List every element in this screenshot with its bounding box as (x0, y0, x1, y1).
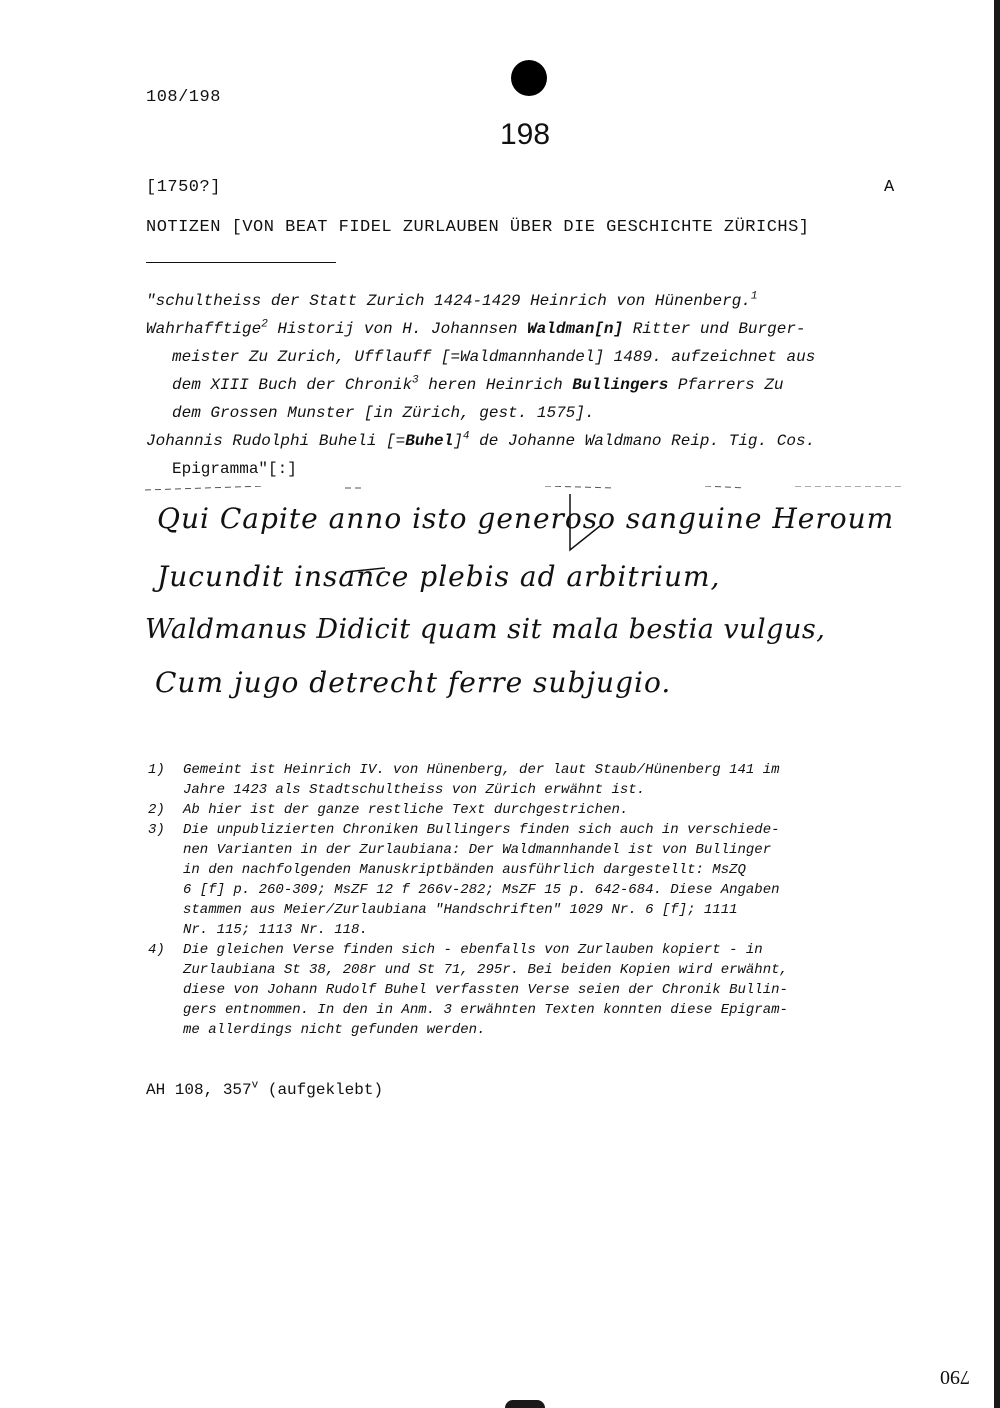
handwriting-line-2: Jucundit insance plebis ad arbitrium, (157, 560, 721, 593)
footnote-line: diese von Johann Rudolf Buhel verfassten Verse seien der Chronik Bullin- (183, 982, 788, 998)
scan-bottom-mark (505, 1400, 545, 1408)
text-line-7: Epigramma"[:] (172, 460, 297, 478)
document-title: NOTIZEN [VON BEAT FIDEL ZURLAUBEN ÜBER DIE GESCHICHTE ZÜRICHS] (146, 218, 810, 237)
page-number: 198 (500, 118, 551, 151)
footnote-line: me allerdings nicht gefunden werden. (183, 1022, 486, 1038)
footnote-line: gers entnommen. In den in Anm. 3 erwähnten Texten konnten diese Epigram- (183, 1002, 788, 1018)
footnote-line: 6 [f] p. 260-309; MsZF 12 f 266v-282; MsZF 15 p. 642-684. Diese Angaben (183, 882, 780, 898)
footnote-line: Nr. 115; 1113 Nr. 118. (183, 922, 368, 938)
text-line-2: Wahrhafftige$^2$ Historij von H. Johannsen Waldman[n] Ritter und Burger- (146, 318, 806, 338)
document-date: [1750?] (146, 178, 221, 197)
document-letter: A (884, 178, 895, 197)
footnote-line: Jahre 1423 als Stadtschultheiss von Zürich erwähnt ist. (183, 782, 646, 798)
handwriting-line-4: Cum jugo detrecht ferre subjugio. (155, 666, 672, 699)
footnote-number: 2) (148, 802, 165, 818)
text-line-3: meister Zu Zurich, Ufflauff [=Waldmannhandel] 1489. aufzeichnet aus (172, 348, 816, 366)
footnote-line: stammen aus Meier/Zurlaubiana "Handschriften" 1029 Nr. 6 [f]; 1111 (183, 902, 738, 918)
text-line-5: dem Grossen Munster [in Zürich, gest. 1575]. (172, 404, 595, 422)
footnote-line: nen Varianten in der Zurlaubiana: Der Waldmannhandel ist von Bullinger (183, 842, 772, 858)
text-line-1: "schultheiss der Statt Zurich 1424-1429 Heinrich von Hünenberg.$^1$ (146, 290, 758, 310)
footnote-line: Die gleichen Verse finden sich - ebenfalls von Zurlauben kopiert - in (183, 942, 763, 958)
punch-hole (511, 60, 547, 96)
footnote-line: Gemeint ist Heinrich IV. von Hünenberg, der laut Staub/Hünenberg 141 im (183, 762, 780, 778)
footnote-number: 3) (148, 822, 165, 838)
reference-number: 108/198 (146, 88, 221, 107)
source-reference: AH 108, 357$^v$ (aufgeklebt) (146, 1079, 384, 1099)
handwriting-line-1: Qui Capite anno isto generoso sanguine Heroum (157, 502, 895, 535)
footnote-number: 4) (148, 942, 165, 958)
scan-border (994, 0, 1000, 1408)
footnote-line: in den nachfolgenden Manuskriptbänden ausführlich dargestellt: MsZQ (183, 862, 746, 878)
footnote-line: Zurlaubiana St 38, 208r und St 71, 295r. Bei beiden Kopien wird erwähnt, (183, 962, 788, 978)
handwritten-epigram (145, 486, 905, 716)
corner-mark: 790 (940, 1366, 970, 1388)
footnote-line: Die unpublizierten Chroniken Bullingers finden sich auch in verschiede- (183, 822, 780, 838)
footnote-number: 1) (148, 762, 165, 778)
title-rule (146, 262, 336, 263)
text-line-4: dem XIII Buch der Chronik$^3$ heren Heinrich Bullingers Pfarrers Zu (172, 374, 784, 394)
text-line-6: Johannis Rudolphi Buheli [=Buhel]$^4$ de Johanne Waldmano Reip. Tig. Cos. (146, 430, 816, 450)
handwriting-line-3: Waldmanus Didicit quam sit mala bestia vulgus, (145, 614, 826, 645)
footnote-line: Ab hier ist der ganze restliche Text durchgestrichen. (183, 802, 629, 818)
